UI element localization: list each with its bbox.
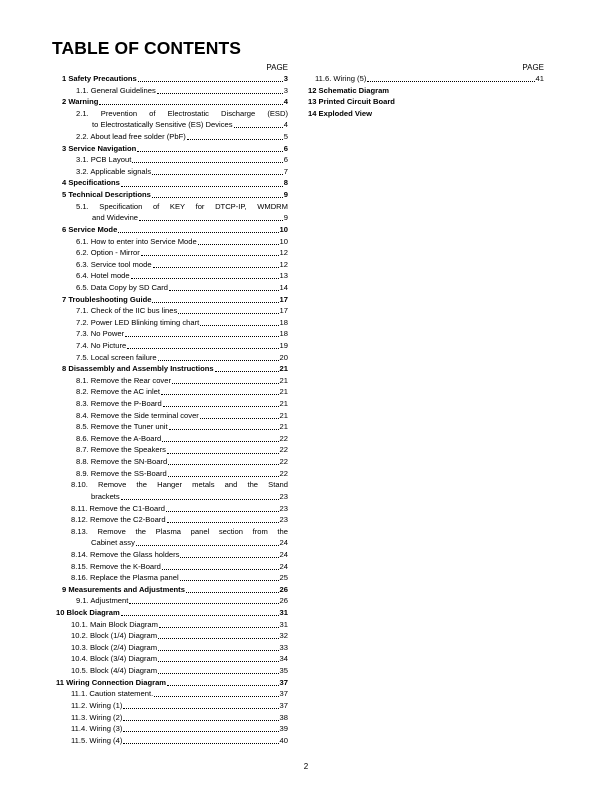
- toc-entry-label: 8.4. Remove the Side terminal cover: [76, 410, 199, 420]
- toc-entry-page: 10: [279, 224, 288, 234]
- page-number: 2: [303, 762, 309, 771]
- toc-entry-page: 8: [283, 178, 288, 188]
- toc-entry-page: 21: [279, 399, 288, 409]
- toc-entry[interactable]: [56, 572, 288, 584]
- toc-entry-label: 8.3. Remove the P-Board: [76, 399, 162, 409]
- toc-entry-label: 11.3. Wiring (2): [71, 712, 123, 722]
- toc-entry[interactable]: [56, 688, 288, 700]
- dot-leader: [180, 580, 279, 581]
- toc-entry-page: 21: [279, 375, 288, 385]
- toc-entry-label: 3.1. PCB Layout: [76, 155, 132, 165]
- toc-entry[interactable]: [56, 433, 288, 445]
- toc-entry[interactable]: [56, 294, 288, 306]
- toc-entry-page: 21: [279, 387, 288, 397]
- toc-entry-label: 1 Safety Precautions: [62, 73, 137, 83]
- toc-entry-page: 24: [279, 561, 288, 571]
- toc-entry[interactable]: [56, 595, 288, 607]
- toc-entry-page: 4: [283, 120, 288, 130]
- toc-entry-label: 8.12. Remove the C2-Board: [71, 515, 166, 525]
- dot-leader: [153, 267, 279, 268]
- toc-entry-page: 12: [279, 259, 288, 269]
- toc-entry-label: 8.8. Remove the SN-Board: [76, 457, 168, 467]
- dot-leader: [139, 220, 283, 221]
- dot-leader: [158, 673, 278, 674]
- toc-entry-page: 6: [283, 155, 288, 165]
- toc-entry-page: 35: [279, 666, 288, 676]
- toc-entry[interactable]: [56, 270, 288, 282]
- toc-entry[interactable]: [56, 677, 288, 689]
- toc-entry-page: 22: [279, 468, 288, 478]
- dot-leader: [123, 720, 278, 721]
- toc-entry-label: 10.2. Block (1/4) Diagram: [71, 631, 158, 641]
- dot-leader: [162, 569, 279, 570]
- toc-entry[interactable]: [56, 630, 288, 642]
- toc-entry-label: 12 Schematic Diagram: [308, 85, 390, 95]
- toc-entry-label: 1.1. General Guidelines: [76, 85, 156, 95]
- toc-entry-label: 7.4. No Picture: [76, 341, 127, 350]
- toc-entry-page: 22: [279, 457, 288, 467]
- toc-entry-label: 14 Exploded View: [308, 108, 373, 118]
- dot-leader: [137, 151, 282, 152]
- toc-entry-label: 6.2. Option - Mirror: [76, 248, 140, 258]
- toc-entry-label: 3 Service Navigation: [62, 143, 137, 153]
- toc-entry[interactable]: [56, 549, 288, 561]
- dot-leader: [168, 476, 279, 477]
- toc-entry[interactable]: [56, 340, 288, 352]
- toc-entry-page: 3: [283, 85, 288, 95]
- dot-leader: [200, 418, 279, 419]
- dot-leader: [162, 441, 278, 442]
- dot-leader: [138, 81, 283, 82]
- toc-entry-page: 25: [279, 573, 288, 583]
- toc-entry[interactable]: [56, 259, 288, 271]
- toc-entry-page: 19: [279, 341, 288, 350]
- toc-entry[interactable]: [56, 584, 288, 596]
- toc-entry-page: 33: [279, 642, 288, 652]
- toc-entry-label: 11.6. Wiring (5): [315, 73, 367, 83]
- toc-entry-page: 23: [279, 515, 288, 525]
- toc-entry[interactable]: [56, 653, 288, 665]
- dot-leader: [180, 557, 278, 558]
- toc-entry-page: 37: [279, 677, 288, 687]
- toc-entry-label: 6 Service Mode: [62, 224, 118, 234]
- dot-leader: [158, 661, 278, 662]
- toc-entry[interactable]: [56, 96, 288, 108]
- dot-leader: [152, 174, 283, 175]
- toc-entry[interactable]: [56, 468, 288, 480]
- toc-entry[interactable]: [56, 236, 288, 248]
- toc-entry[interactable]: [56, 212, 288, 224]
- dot-leader: [198, 244, 279, 245]
- toc-entry-page: 17: [279, 306, 288, 316]
- toc-entry[interactable]: [56, 421, 288, 433]
- toc-entry-label: 6.3. Service tool mode: [76, 259, 152, 269]
- dot-leader: [158, 650, 278, 651]
- toc-entry-label: 13 Printed Circuit Board: [308, 97, 395, 107]
- toc-entry-label: 10 Block Diagram: [56, 608, 120, 618]
- page-title: TABLE OF CONTENTS: [52, 38, 242, 58]
- toc-entry-page: 31: [279, 608, 288, 618]
- toc-entry[interactable]: [56, 189, 288, 201]
- toc-entry-page: 23: [279, 503, 288, 513]
- toc-entry-page: 34: [279, 654, 288, 664]
- dot-leader: [121, 499, 279, 500]
- toc-entry[interactable]: [56, 723, 288, 735]
- toc-entry[interactable]: [56, 410, 288, 422]
- toc-entry[interactable]: [56, 398, 288, 410]
- toc-entry-page: 24: [279, 549, 288, 559]
- page-column-header: PAGE: [522, 63, 544, 72]
- toc-entry-label: 8.11. Remove the C1-Board: [71, 503, 165, 513]
- toc-entry-page: 21: [279, 364, 288, 374]
- dot-leader: [152, 302, 278, 303]
- toc-entry-page: 40: [279, 735, 288, 745]
- toc-entry-page: 3: [283, 73, 288, 83]
- toc-entry-page: 7: [283, 166, 288, 176]
- toc-entry[interactable]: [56, 247, 288, 259]
- toc-entry-label: 8.16. Replace the Plasma panel: [71, 573, 179, 583]
- toc-entry-label: and Widevine: [92, 213, 139, 223]
- toc-entry-page: 17: [279, 294, 288, 304]
- toc-entry-page: 22: [279, 445, 288, 455]
- toc-entry-label: 8.14. Remove the Glass holders: [71, 549, 180, 559]
- toc-entry-label: 6.5. Data Copy by SD Card: [76, 282, 169, 292]
- toc-entry-page: 41: [535, 73, 544, 83]
- dot-leader: [132, 162, 282, 163]
- toc-entry-label: 8.5. Remove the Tuner unit: [76, 422, 168, 432]
- toc-entry-label: Cabinet assy: [91, 538, 135, 548]
- toc-entries-left: [56, 73, 288, 746]
- dot-leader: [200, 325, 278, 326]
- toc-entry-label: 6.1. How to enter into Service Mode: [76, 236, 197, 246]
- toc-entry-label: 11.5. Wiring (4): [71, 735, 123, 745]
- toc-entry-label: 11.4. Wiring (3): [71, 724, 123, 734]
- dot-leader: [178, 313, 278, 314]
- dot-leader: [167, 685, 278, 686]
- toc-entry-label: 10.4. Block (3/4) Diagram: [71, 654, 158, 664]
- toc-entry-label: 7.1. Check of the IIC bus lines: [76, 306, 178, 316]
- dot-leader: [141, 255, 279, 256]
- toc-entry-page: 26: [279, 596, 288, 606]
- toc-entry-label: to Electrostatically Sensitive (ES) Devices: [92, 120, 233, 130]
- toc-entry[interactable]: [56, 317, 288, 329]
- toc-entry-page: 13: [279, 271, 288, 281]
- toc-entry[interactable]: [56, 665, 288, 677]
- toc-entry[interactable]: [56, 700, 288, 712]
- page-column-header: PAGE: [266, 63, 288, 72]
- toc-entry-label: 10.3. Block (2/4) Diagram: [71, 642, 158, 652]
- toc-left-column: [56, 62, 288, 746]
- dot-leader: [125, 336, 278, 337]
- toc-entry-page: 21: [279, 422, 288, 432]
- toc-entry-label: 7.5. Local screen failure: [76, 352, 157, 362]
- dot-leader: [367, 81, 534, 82]
- toc-entry-page: 31: [279, 619, 288, 629]
- toc-entry-label: 9 Measurements and Adjustments: [62, 584, 185, 594]
- toc-entry-label: brackets: [91, 491, 120, 501]
- toc-entry[interactable]: [56, 177, 288, 189]
- toc-entry-label: 11 Wiring Connection Diagram: [56, 677, 167, 687]
- toc-entry[interactable]: [56, 131, 288, 143]
- toc-entry-label: 8.6. Remove the A-Board: [76, 433, 162, 443]
- toc-entry[interactable]: [56, 143, 288, 155]
- toc-entry[interactable]: [56, 154, 288, 166]
- dot-leader: [129, 603, 278, 604]
- toc-entry[interactable]: [56, 363, 288, 375]
- toc-entry[interactable]: [56, 352, 288, 364]
- toc-entry-page: 18: [279, 317, 288, 327]
- dot-leader: [121, 615, 279, 616]
- toc-entry[interactable]: [56, 328, 288, 340]
- toc-entry[interactable]: [308, 96, 544, 108]
- toc-entry-page: 39: [279, 724, 288, 734]
- toc-entry-label-line: 8.10. Remove the Hanger metals and the Stand: [71, 480, 288, 490]
- toc-entry-label: 2 Warning: [62, 97, 99, 107]
- toc-entry-label: 8.15. Remove the K-Board: [71, 561, 161, 571]
- toc-entry-page: 37: [279, 689, 288, 699]
- dot-leader: [123, 708, 278, 709]
- toc-entry[interactable]: [56, 712, 288, 724]
- toc-entry-page: 10: [279, 236, 288, 246]
- toc-entry-page: 4: [283, 97, 288, 107]
- toc-entry-label: 5 Technical Descriptions: [62, 190, 151, 200]
- toc-entry-page: 21: [279, 410, 288, 420]
- dot-leader: [157, 93, 283, 94]
- toc-entry-label: 4 Specifications: [62, 178, 120, 188]
- toc-entry-label: 10.1. Main Block Diagram: [71, 619, 158, 629]
- dot-leader: [168, 464, 278, 465]
- toc-entry[interactable]: [56, 514, 288, 526]
- dot-leader: [159, 627, 279, 628]
- toc-entry-page: 26: [279, 584, 288, 594]
- toc-entry[interactable]: [308, 85, 544, 97]
- dot-leader: [99, 104, 282, 105]
- toc-entry-label-line: 5.1. Specification of KEY for DTCP-IP, WMDRM: [76, 201, 288, 211]
- dot-leader: [186, 592, 279, 593]
- toc-entry[interactable]: [56, 282, 288, 294]
- dot-leader: [187, 139, 283, 140]
- toc-entry-label: 8.2. Remove the AC inlet: [76, 387, 160, 397]
- dot-leader: [127, 348, 278, 349]
- dot-leader: [161, 394, 279, 395]
- toc-entry[interactable]: [56, 503, 288, 515]
- toc-entry-page: 32: [279, 631, 288, 641]
- toc-entry-page: 22: [279, 433, 288, 443]
- dot-leader: [136, 545, 279, 546]
- toc-entry-page: 20: [279, 352, 288, 362]
- toc-entry-page: 9: [283, 213, 288, 223]
- toc-entry[interactable]: [56, 491, 288, 503]
- toc-right-column: [308, 62, 544, 119]
- toc-entry-label: 6.4. Hotel mode: [76, 271, 130, 281]
- toc-entry[interactable]: [308, 73, 544, 85]
- toc-entry-label: 2.2. About lead free solder (PbF): [76, 132, 186, 142]
- toc-entry-label: 8.1. Remove the Rear cover: [76, 375, 171, 385]
- toc-entry-page: 9: [283, 190, 288, 200]
- toc-entry-page: 6: [283, 143, 288, 153]
- toc-entry[interactable]: [56, 642, 288, 654]
- toc-entry-label-line: 2.1. Prevention of Electrostatic Discharge (ESD): [76, 108, 288, 118]
- toc-entry[interactable]: [56, 537, 288, 549]
- toc-entry[interactable]: [56, 305, 288, 317]
- dot-leader: [234, 127, 283, 128]
- toc-entry[interactable]: [56, 85, 288, 97]
- toc-entry-label: 8.7. Remove the Speakers: [76, 445, 166, 455]
- toc-entry-label: 3.2. Applicable signals: [76, 166, 152, 176]
- toc-entry-page: 5: [283, 132, 288, 142]
- toc-entry[interactable]: [56, 735, 288, 747]
- dot-leader: [131, 278, 279, 279]
- toc-entry-label: 7.3. No Power: [76, 329, 125, 339]
- toc-entry-page: 14: [279, 282, 288, 292]
- dot-leader: [158, 360, 279, 361]
- toc-entry[interactable]: [56, 456, 288, 468]
- dot-leader: [172, 383, 279, 384]
- toc-entry-page: 12: [279, 248, 288, 258]
- toc-entry[interactable]: [56, 445, 288, 457]
- toc-entry-label: 10.5. Block (4/4) Diagram: [71, 666, 158, 676]
- toc-entry[interactable]: [56, 561, 288, 573]
- toc-entry-page: 24: [279, 538, 288, 548]
- dot-leader: [152, 197, 283, 198]
- toc-entry-page: 18: [279, 329, 288, 339]
- dot-leader: [163, 406, 279, 407]
- toc-entries-right: [308, 73, 544, 119]
- dot-leader: [121, 186, 283, 187]
- toc-entry-page: 38: [279, 712, 288, 722]
- toc-entry-page: 37: [279, 700, 288, 710]
- dot-leader: [167, 453, 279, 454]
- toc-entry-label: 11.1. Caution statement.: [71, 689, 154, 699]
- dot-leader: [158, 638, 278, 639]
- dot-leader: [169, 290, 279, 291]
- toc-entry-label: 11.2. Wiring (1): [71, 700, 123, 710]
- toc-entry[interactable]: [56, 119, 288, 131]
- toc-entry-label: 8.9. Remove the SS-Board: [76, 468, 167, 478]
- toc-entry[interactable]: [56, 224, 288, 236]
- toc-entry[interactable]: [56, 607, 288, 619]
- toc-entry[interactable]: [56, 619, 288, 631]
- toc-entry-label: 9.1. Adjustment: [76, 596, 129, 606]
- dot-leader: [154, 696, 278, 697]
- dot-leader: [166, 511, 279, 512]
- toc-entry[interactable]: [56, 386, 288, 398]
- dot-leader: [169, 429, 279, 430]
- toc-entry-label-line: 8.13. Remove the Plasma panel section from the: [71, 526, 288, 536]
- toc-entry-label: 7.2. Power LED Blinking timing chart: [76, 317, 200, 327]
- toc-entry[interactable]: [56, 375, 288, 387]
- toc-entry[interactable]: [56, 73, 288, 85]
- toc-entry-label: 7 Troubleshooting Guide: [62, 294, 152, 304]
- toc-entry-label: 8 Disassembly and Assembly Instructions: [62, 364, 214, 374]
- toc-entry[interactable]: [308, 108, 544, 120]
- toc-entry-page: 23: [279, 491, 288, 501]
- dot-leader: [123, 743, 278, 744]
- toc-entry[interactable]: [56, 166, 288, 178]
- dot-leader: [118, 232, 278, 233]
- dot-leader: [123, 731, 278, 732]
- dot-leader: [167, 522, 279, 523]
- dot-leader: [215, 371, 279, 372]
